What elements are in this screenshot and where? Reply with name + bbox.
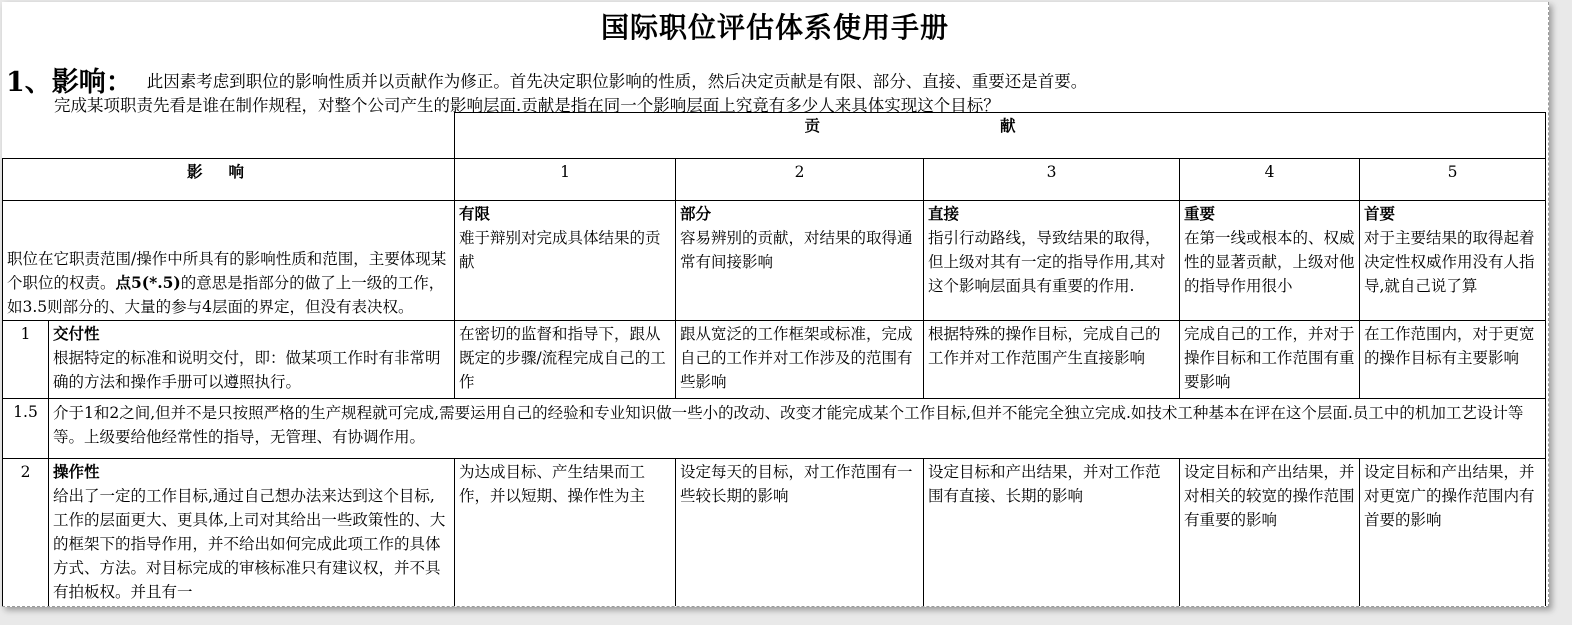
matrix-cell: 设定目标和产出结果，并对更宽广的操作范围内有首要的影响: [1360, 459, 1546, 608]
matrix-cell: 根据特殊的操作目标，完成自己的工作并对工作范围产生直接影响: [924, 321, 1180, 399]
matrix-cell: 跟从宽泛的工作框架或标准，完成自己的工作并对工作涉及的范围有些影响: [676, 321, 924, 399]
level-number: 4: [1180, 159, 1360, 201]
impact-description: [3, 201, 455, 321]
contribution-title: 部分: [680, 204, 712, 223]
contribution-header: 贡献: [455, 113, 1546, 159]
level-number: 1: [455, 159, 676, 201]
contribution-title: 有限: [459, 204, 491, 223]
table-row: [3, 321, 1546, 399]
impact-level-title: 交付性: [53, 324, 100, 343]
impact-level-title: 操作性: [53, 462, 100, 481]
impact-level-desc: 根据特定的标准和说明交付，即：做某项工作时有非常明确的方法和操作手册可以遵照执行。: [53, 349, 441, 391]
contribution-title: 首要: [1364, 204, 1396, 223]
contribution-desc: 对于主要结果的取得起着决定性权威作用没有人指导,就自己说了算: [1364, 229, 1535, 295]
level-number: 5: [1360, 159, 1546, 201]
contribution-title: 直接: [928, 204, 960, 223]
table-row: [3, 399, 1546, 459]
impact-level-desc: 给出了一定的工作目标,通过自己想办法来达到这个目标,工作的层面更大、更具体,上司对其给出一些政策性的、大的框架下的指导作用，并不给出如何完成此项工作的具体方式、方法。对目标完成的审核标准只有建议权，并不具有拍板权。并且有一: [53, 487, 446, 601]
contribution-definition-row: [3, 201, 1546, 321]
contribution-cell: [455, 201, 676, 321]
contribution-header-row: [3, 113, 1546, 159]
merged-description-cell: 介于1和2之间,但并不是只按照严格的生产规程就可完成,需要运用自己的经验和专业知识做一些小的改动、改变才能完成某个工作目标,但并不能完全独立完成.如技术工种基本在评在这个层面.员工中的机加工艺设计等等。上级要给他经常性的指导，无管理、有协调作用。: [49, 399, 1546, 459]
contribution-cell: [1180, 201, 1360, 321]
level-header-row: [3, 159, 1546, 201]
matrix-cell: 在工作范围内，对于更宽的操作目标有主要影响: [1360, 321, 1546, 399]
impact-description-text: 的意思是指部分的做了上一级的工作，如3.5则部分的、大量的参与4层面的界定，但没有表决权。: [7, 274, 445, 316]
impact-level-cell: [49, 459, 455, 608]
contribution-title: 重要: [1184, 204, 1216, 223]
impact-description-bold: 点5(*.5): [115, 273, 181, 292]
section-intro-line1: 此因素考虑到职位的影响性质并以贡献作为修正。首先决定职位影响的性质，然后决定贡献是有限、部分、直接、重要还是首要。: [146, 71, 1088, 91]
contribution-desc: 指引行动路线，导致结果的取得，但上级对其有一定的指导作用,其对这个影响层面具有重要的作用.: [928, 229, 1166, 295]
row-number: 1.5: [3, 399, 49, 459]
matrix-cell: 设定目标和产出结果，并对相关的较宽的操作范围有重要的影响: [1180, 459, 1360, 608]
document-title: 国际职位评估体系使用手册: [600, 11, 949, 44]
level-number: 3: [924, 159, 1180, 201]
impact-level-cell: [49, 321, 455, 399]
matrix-cell: 为达成目标、产生结果而工作，并以短期、操作性为主: [455, 459, 676, 608]
contribution-cell: [1360, 201, 1546, 321]
contribution-cell: [676, 201, 924, 321]
contribution-desc: 难于辩别对完成具体结果的贡献: [459, 229, 661, 271]
level-number: 2: [676, 159, 924, 201]
evaluation-table: [2, 112, 1546, 607]
row-number: 1: [3, 321, 49, 399]
matrix-cell: 设定每天的目标，对工作范围有一些较长期的影响: [676, 459, 924, 608]
blank-corner-cell: [3, 113, 455, 159]
matrix-cell: 在密切的监督和指导下，跟从既定的步骤/流程完成自己的工作: [455, 321, 676, 399]
spreadsheet-page: [2, 2, 1549, 607]
contribution-desc: 在第一线或根本的、权威性的显著贡献，上级对他的指导作用很小: [1184, 229, 1355, 295]
section-heading: 1、影响：: [6, 67, 133, 98]
table-row: [3, 459, 1546, 608]
impact-header: 影响: [3, 159, 455, 201]
section-intro-line2: 完成某项职责先看是谁在制作规程，对整个公司产生的影响层面.贡献是指在同一个影响层面上究竟有多少人来具体实现这个目标？: [54, 96, 1000, 115]
impact-description-text: 职位在它职责范围/操作中所具有的影响性质和范围，主要体现某个职位的权责。: [7, 250, 447, 292]
matrix-cell: 完成自己的工作，并对于操作目标和工作范围有重要影响: [1180, 321, 1360, 399]
matrix-cell: 设定目标和产出结果，并对工作范围有直接、长期的影响: [924, 459, 1180, 608]
contribution-desc: 容易辨别的贡献，对结果的取得通常有间接影响: [680, 229, 913, 271]
row-number: 2: [3, 459, 49, 608]
contribution-cell: [924, 201, 1180, 321]
